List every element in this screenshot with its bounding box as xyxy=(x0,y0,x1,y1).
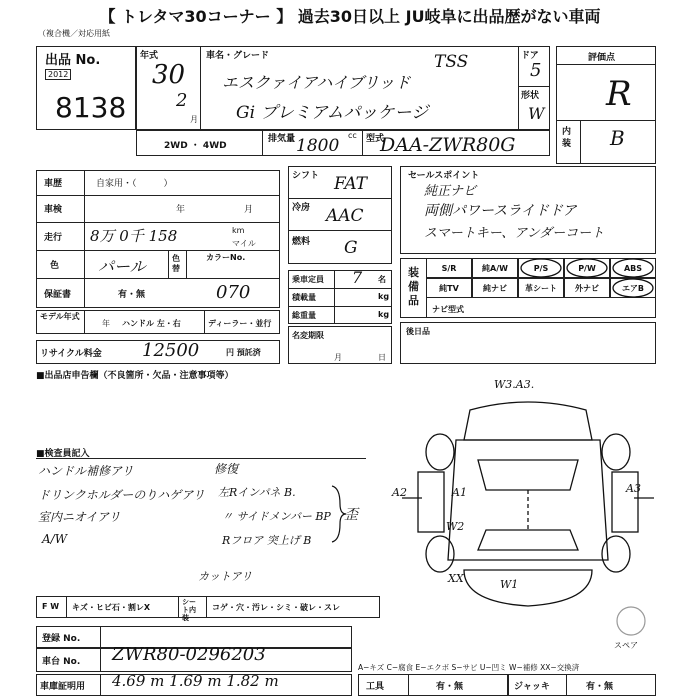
equip-abs: ABS xyxy=(610,258,656,278)
model-code-label: 型式 xyxy=(366,134,385,144)
rating-value: R xyxy=(606,74,632,114)
drive-label: 2WD ・ 4WD xyxy=(164,141,227,151)
doors-label: ドア xyxy=(521,51,539,61)
load-unit: kg xyxy=(378,292,390,301)
equip-pw: P/W xyxy=(564,258,610,278)
registration-label: 登録 No. xyxy=(42,634,81,644)
equip-airbag: エアB xyxy=(610,278,656,298)
entry-label: 出品 No. xyxy=(45,53,101,68)
inspector-repair-title: 修復 xyxy=(214,462,239,476)
mileage-km: km xyxy=(232,226,245,235)
damage-code-w3a3: W3.A3. xyxy=(494,378,535,391)
car-name-line2: Gi プレミアムパッケージ xyxy=(236,103,429,123)
history-label: 車歴 xyxy=(44,179,63,189)
equip-ps: P/S xyxy=(518,258,564,278)
capacity-value: 7 xyxy=(352,268,363,287)
warranty-label: 保証書 xyxy=(44,290,72,300)
equip-sr: S/R xyxy=(426,258,472,278)
entry-box xyxy=(36,46,136,130)
inspector-label: ■検査員記入 xyxy=(36,449,90,459)
equip-ext-navi: 外ナビ xyxy=(564,278,610,298)
load-label: 積載量 xyxy=(292,293,316,302)
recycle-unit: 円 預託済 xyxy=(226,348,261,357)
displacement-label: 排気量 xyxy=(268,134,296,144)
mileage-mile: マイル xyxy=(232,239,256,248)
fw-items: キズ・ヒビ石・割レX xyxy=(72,603,151,612)
jack-label: ジャッキ xyxy=(514,682,550,692)
certificate-label: 車庫証明用 xyxy=(40,682,86,692)
displacement-unit: cc xyxy=(348,131,357,140)
recycle-value: 12500 xyxy=(142,340,200,361)
capacity-unit: 名 xyxy=(378,275,386,284)
fuel-value: G xyxy=(344,238,358,258)
seller-notes-label: ■出品店申告欄（不良箇所・欠品・注意事項等） xyxy=(36,371,234,381)
equip-alloy: 純A/W xyxy=(472,258,518,278)
sub-header: （複合機／対応用紙 xyxy=(38,29,110,38)
car-trim: TSS xyxy=(434,52,469,72)
equip-navi: 純ナビ xyxy=(472,278,518,298)
repair-brace xyxy=(330,484,348,544)
tools-value: 有・無 xyxy=(436,682,464,692)
inspector-note-2: ドリンクホルダーのりハゲアリ xyxy=(38,488,205,502)
inspector-mark: カットアリ xyxy=(198,570,253,583)
color-label: 色 xyxy=(50,261,60,271)
inspection-year: 年 xyxy=(176,205,186,215)
shift-value: FAT xyxy=(334,174,368,194)
first-reg-label: 名変期限 xyxy=(292,331,324,340)
gross-weight-unit: kg xyxy=(378,310,390,319)
tools-label: 工具 xyxy=(366,682,385,692)
sales-points-line2: 両側パワースライドドア xyxy=(424,203,577,219)
car-name-label: 車名・グレード xyxy=(206,51,270,61)
entry-year-tag: 2012 xyxy=(45,69,71,80)
entry-number: 8138 xyxy=(55,91,127,124)
car-damage-diagram xyxy=(400,380,656,620)
sales-points-label: セールスポイント xyxy=(408,171,480,181)
damage-code-a3: A3 xyxy=(626,482,641,495)
fw-label: F W xyxy=(42,602,60,611)
inspection-label: 車検 xyxy=(44,205,63,215)
capacity-label: 乗車定員 xyxy=(292,275,324,284)
jack-value: 有・無 xyxy=(586,682,614,692)
inspector-note-1: ハンドル補修アリ xyxy=(38,464,134,478)
car-name-line1: エスクァイアハイブリッド xyxy=(222,73,411,92)
mileage-label: 走行 xyxy=(44,233,63,243)
shape-label: 形状 xyxy=(521,91,540,101)
equipment-circles xyxy=(518,256,658,300)
certificate-value: 4.69 m 1.69 m 1.82 m xyxy=(112,672,279,690)
chassis-label: 車台 No. xyxy=(42,657,81,667)
interior-value: B xyxy=(610,126,625,150)
first-reg-day: 日 xyxy=(378,353,386,362)
color-no-value: 070 xyxy=(216,282,251,303)
fuel-label: 燃料 xyxy=(292,237,311,247)
damage-legend: A−キズ C−腐食 E−エクボ S−サビ U−凹ミ W−補修 XX−交換済 xyxy=(358,663,580,672)
aircon-value: AAC xyxy=(326,206,364,226)
handle-label: ハンドル 左・右 xyxy=(122,319,181,328)
inspector-note-4: A/W xyxy=(42,532,68,546)
shape-value: W xyxy=(528,104,545,123)
inspector-note-3: 室内ニオイアリ xyxy=(38,510,121,524)
model-year-label: モデル年式 xyxy=(40,312,80,321)
first-reg-month: 月 xyxy=(334,353,342,362)
inspector-repair-1: 左Rインパネ B. xyxy=(218,486,296,499)
equip-leather: 革シート xyxy=(518,278,564,298)
spare-tire-icon xyxy=(614,604,648,638)
damage-code-a1: A1 xyxy=(452,486,467,499)
header-banner: 【 トレタマ30コーナー 】 過去30日以上 JU岐阜に出品歴がない車両 xyxy=(0,0,700,34)
aircon-label: 冷房 xyxy=(292,203,311,213)
month-value: 2 xyxy=(176,90,188,111)
color-no-label: カラーNo. xyxy=(206,253,246,262)
damage-code-xx: XX xyxy=(448,572,464,585)
damage-code-a2: A2 xyxy=(392,486,407,499)
chassis-value: ZWR80-0296203 xyxy=(112,644,266,665)
seat-label: シート内装 xyxy=(182,598,196,622)
damage-code-w1: W1 xyxy=(500,578,519,591)
warranty-value: 有・無 xyxy=(118,290,146,300)
mileage-value: 8万 0千 158 xyxy=(90,227,178,245)
dealer-label: ディーラー・並行 xyxy=(208,319,272,328)
model-code-value: DAA-ZWR80G xyxy=(380,134,516,156)
gross-weight-label: 総重量 xyxy=(292,311,316,320)
inspector-repair-3: Rフロア 突上げ B xyxy=(222,534,312,547)
damage-code-w2: W2 xyxy=(446,520,465,533)
navi-type-label: ナビ型式 xyxy=(432,305,464,314)
equipment-label: 装備品 xyxy=(408,266,419,307)
spare-label: スペア xyxy=(614,641,638,650)
interior-label: 内装 xyxy=(562,127,572,149)
seat-items: コゲ・穴・汚レ・シミ・破レ・スレ xyxy=(212,603,340,612)
month-suffix: 月 xyxy=(190,115,198,124)
color-value: パール xyxy=(98,257,146,276)
year-label: 年式 xyxy=(140,51,159,61)
displacement-value: 1800 xyxy=(296,136,340,156)
postscript-box xyxy=(400,322,656,364)
sales-points-line1: 純正ナビ xyxy=(424,184,477,199)
model-year-unit: 年 xyxy=(102,319,110,328)
inspector-repair-note: 歪 xyxy=(344,507,358,523)
rating-label: 評価点 xyxy=(588,53,616,63)
postscript-label: 後日品 xyxy=(406,327,430,336)
shift-label: シフト xyxy=(292,171,320,181)
sales-points-line3: スマートキー、アンダーコート xyxy=(424,226,605,241)
doors-value: 5 xyxy=(530,60,542,81)
recycle-label: リサイクル料金 xyxy=(40,349,102,359)
history-value: 自家用・（ ） xyxy=(96,179,173,189)
inspection-month: 月 xyxy=(244,205,254,215)
year-value: 30 xyxy=(152,60,186,90)
inspector-repair-2: 〃 サイドメンバー BP xyxy=(222,510,331,523)
equip-tv: 純TV xyxy=(426,278,472,298)
color-change-label: 色替 xyxy=(172,254,180,273)
